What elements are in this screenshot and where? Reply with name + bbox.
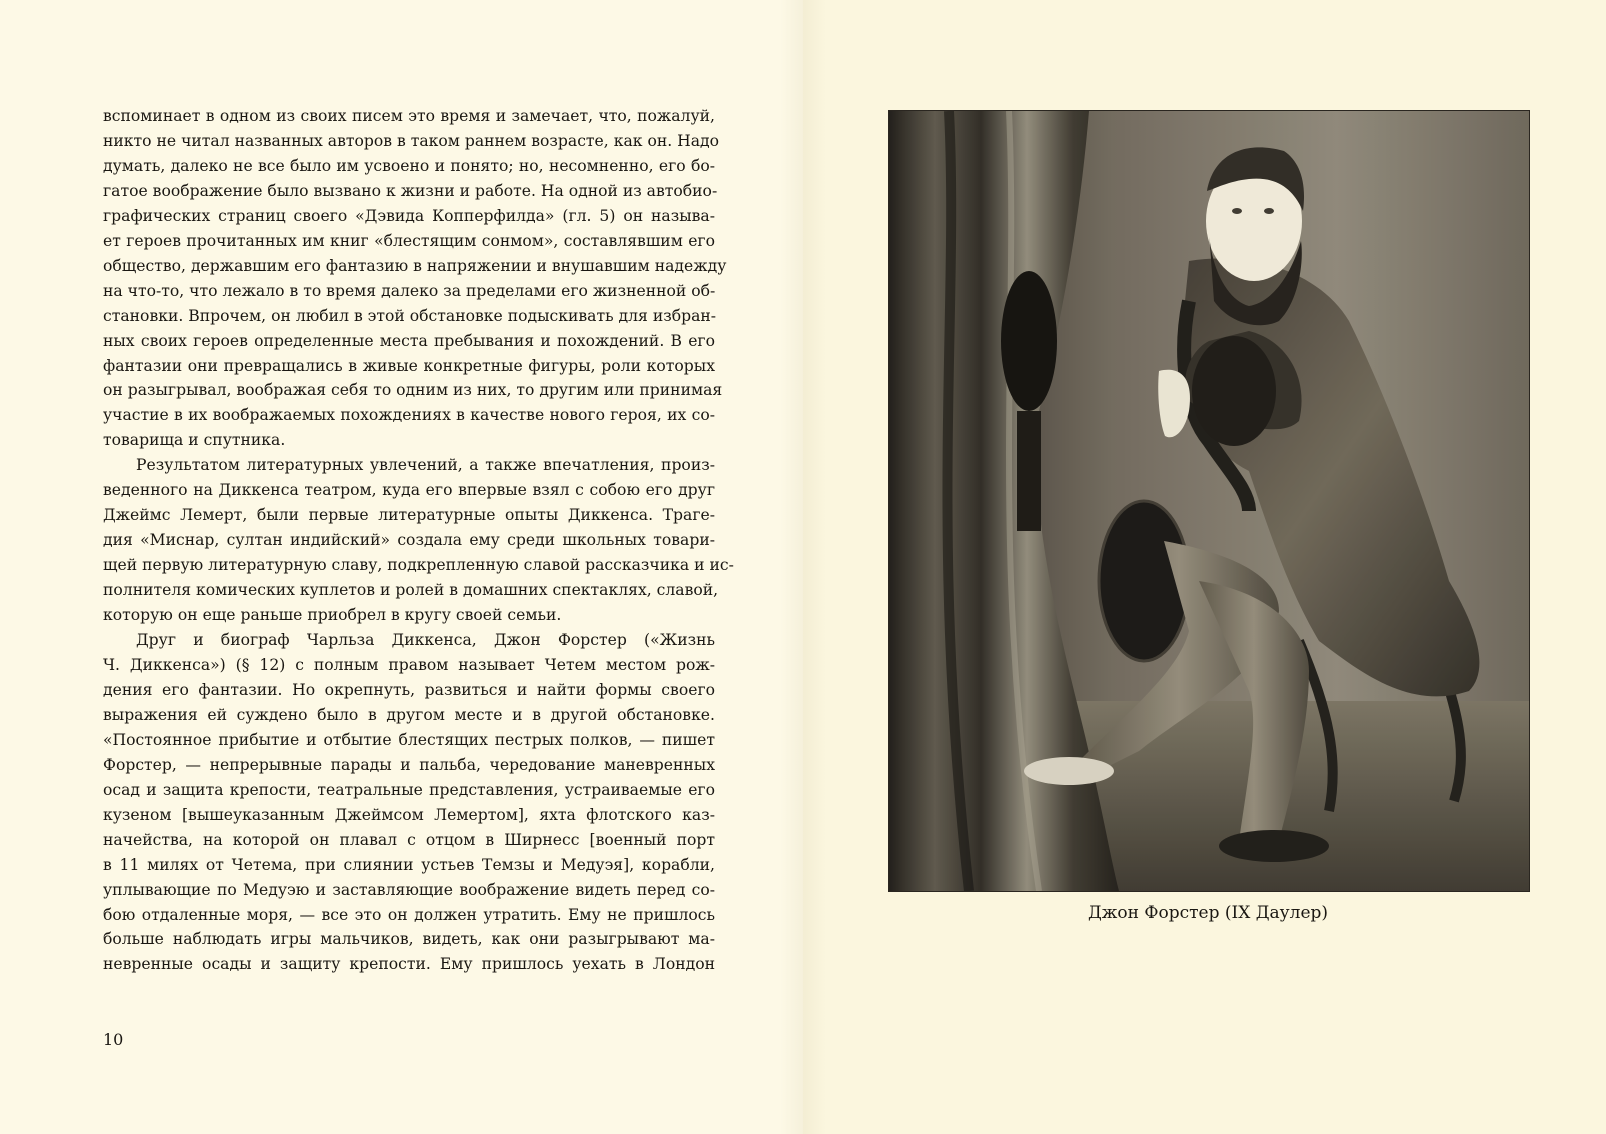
text-line: больше наблюдать игры мальчиков, видеть, как они разыгрывают ма- xyxy=(103,930,715,949)
portrait-photo-icon xyxy=(889,111,1529,891)
text-line: Форстер, — непрерывные парады и пальба, чередование маневренных xyxy=(103,755,715,774)
text-line: никто не читал названных авторов в таком раннем возрасте, как он. Надо xyxy=(103,131,720,150)
text-line: кузеном [вышеуказанным Джеймсом Лемертом], яхта флотского каз- xyxy=(103,805,715,824)
text-line: дения его фантазии. Но окрепнуть, развиться и найти формы своего xyxy=(103,680,715,699)
text-line: участие в их воображаемых похождениях в качестве нового героя, их со- xyxy=(103,406,715,425)
page-number: 10 xyxy=(103,1030,124,1049)
text-line: бою отдаленные моря, — все это он должен утратить. Ему не пришлось xyxy=(103,905,715,924)
book-gutter xyxy=(780,0,826,1134)
text-line: которую он еще раньше приобрел в кругу своей семьи. xyxy=(103,606,562,625)
text-line: Друг и биограф Чарльза Диккенса, Джон Форстер («Жизнь xyxy=(136,631,715,650)
text-line: Джеймс Лемерт, были первые литературные опыты Диккенса. Траге- xyxy=(103,506,715,525)
text-line: дия «Миснар, султан индийский» создала ему среди школьных товари- xyxy=(103,531,715,550)
text-line: товарища и спутника. xyxy=(103,431,286,450)
text-line: Ч. Диккенса») (§ 12) с полным правом называет Четем местом рож- xyxy=(103,655,715,674)
body-text xyxy=(103,104,734,977)
text-line: на что-то, что лежало в то время далеко за пределами его жизненной об- xyxy=(103,281,716,300)
text-line: щей первую литературную славу, подкрепленную славой рассказчика и ис- xyxy=(103,556,734,575)
text-line: начейства, на которой он плавал с отцом в Ширнесс [военный порт xyxy=(103,830,715,849)
text-line: гатое воображение было вызвано к жизни и работе. На одной из автобио- xyxy=(103,181,718,200)
text-line: Результатом литературных увлечений, а также впечатления, произ- xyxy=(136,456,715,475)
text-line: ных своих героев определенные места пребывания и похождений. В его xyxy=(103,331,715,350)
photo-caption: Джон Форстер (IX Даулер) xyxy=(1087,903,1329,923)
text-line: он разыгрывал, воображая себя то одним из них, то другим или принимая xyxy=(103,381,723,400)
text-line: ет героев прочитанных им книг «блестящим сонмом», составлявшим его xyxy=(103,231,715,250)
portrait-photo xyxy=(888,110,1530,892)
text-line: полнителя комических куплетов и ролей в домашних спектаклях, славой, xyxy=(103,581,719,600)
text-line: невренные осады и защиту крепости. Ему пришлось уехать в Лондон xyxy=(103,955,715,974)
text-line: думать, далеко не все было им усвоено и понято; но, несомненно, его бо- xyxy=(103,156,715,175)
text-line: уплывающие по Медуэю и заставляющие воображение видеть перед со- xyxy=(103,880,715,899)
text-line: осад и защита крепости, театральные представления, устраиваемые его xyxy=(103,780,715,799)
text-line: фантазии они превращались в живые конкретные фигуры, роли которых xyxy=(103,356,715,375)
text-line: веденного на Диккенса театром, куда его впервые взял с собою его друг xyxy=(103,481,715,500)
text-line: вспоминает в одном из своих писем это время и замечает, что, пожалуй, xyxy=(103,107,715,125)
text-line: графических страниц своего «Дэвида Копперфилда» (гл. 5) он называ- xyxy=(103,206,715,225)
text-line: в 11 милях от Четема, при слиянии устьев Темзы и Медуэя], корабли, xyxy=(103,855,715,874)
text-line: становки. Впрочем, он любил в этой обстановке подыскивать для избран- xyxy=(103,306,717,325)
text-line: «Постоянное прибытие и отбытие блестящих пестрых полков, — пишет xyxy=(103,730,715,749)
text-line: общество, державшим его фантазию в напряжении и внушавшим надежду xyxy=(103,256,727,275)
text-line: выражения ей суждено было в другом месте и в другой обстановке. xyxy=(103,705,715,724)
